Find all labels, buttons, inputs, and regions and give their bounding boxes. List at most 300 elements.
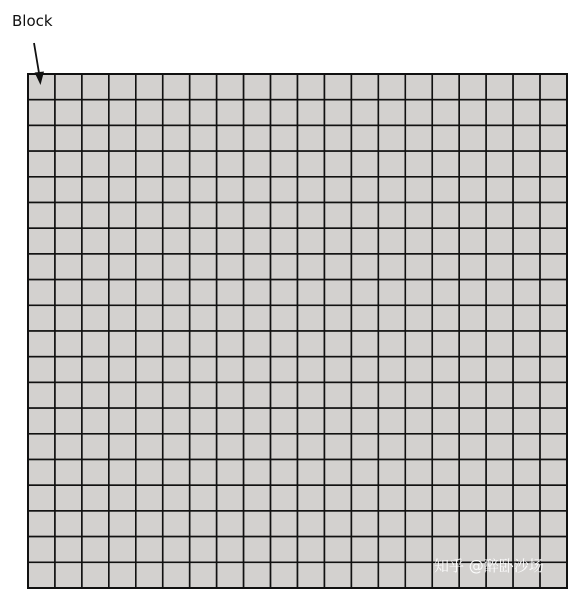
- grid-block: [432, 228, 459, 254]
- grid-block: [432, 125, 459, 151]
- grid-block: [28, 382, 55, 408]
- grid-block: [378, 177, 405, 203]
- grid-block: [298, 537, 325, 563]
- grid-block: [432, 305, 459, 331]
- grid-block: [136, 228, 163, 254]
- grid-block: [513, 331, 540, 357]
- grid-block: [271, 511, 298, 537]
- grid-block: [163, 177, 190, 203]
- grid-block: [298, 100, 325, 126]
- grid-block: [109, 151, 136, 177]
- grid-block: [271, 177, 298, 203]
- grid-block: [540, 485, 567, 511]
- grid-block: [82, 254, 109, 280]
- grid-block: [513, 125, 540, 151]
- grid-block: [55, 177, 82, 203]
- grid-block: [109, 382, 136, 408]
- grid-block: [540, 305, 567, 331]
- grid-block: [190, 485, 217, 511]
- grid-block: [351, 382, 378, 408]
- grid-block: [324, 151, 351, 177]
- grid-block: [405, 254, 432, 280]
- grid-block: [163, 562, 190, 588]
- grid-block: [540, 460, 567, 486]
- grid-block: [540, 203, 567, 229]
- grid-block: [136, 460, 163, 486]
- grid-block: [298, 331, 325, 357]
- grid-block: [82, 331, 109, 357]
- grid-block: [513, 357, 540, 383]
- grid-block: [136, 562, 163, 588]
- grid-block: [271, 254, 298, 280]
- grid-block: [378, 434, 405, 460]
- grid-block: [459, 254, 486, 280]
- grid-block: [351, 408, 378, 434]
- grid-block: [351, 511, 378, 537]
- grid-block: [351, 460, 378, 486]
- grid-block: [82, 460, 109, 486]
- grid-block: [324, 460, 351, 486]
- grid-block: [486, 125, 513, 151]
- grid-block: [28, 203, 55, 229]
- grid-block: [540, 408, 567, 434]
- grid-block: [217, 434, 244, 460]
- grid-block: [217, 254, 244, 280]
- grid-block: [217, 280, 244, 306]
- grid-block: [378, 203, 405, 229]
- grid-block: [405, 408, 432, 434]
- grid-block: [217, 511, 244, 537]
- grid-block: [82, 177, 109, 203]
- grid-block: [405, 151, 432, 177]
- grid-block: [324, 562, 351, 588]
- grid-block: [378, 151, 405, 177]
- grid-block: [136, 305, 163, 331]
- grid-block: [217, 408, 244, 434]
- grid-block: [540, 254, 567, 280]
- grid-block: [28, 460, 55, 486]
- grid-block: [82, 485, 109, 511]
- grid-block: [190, 177, 217, 203]
- grid-block: [513, 203, 540, 229]
- grid-block: [298, 74, 325, 100]
- grid-block: [190, 280, 217, 306]
- watermark-text: 知乎 @醉卧沙场: [434, 557, 544, 575]
- grid-block: [109, 254, 136, 280]
- grid-block: [298, 357, 325, 383]
- grid-block: [298, 382, 325, 408]
- grid-block: [324, 382, 351, 408]
- grid-block: [540, 100, 567, 126]
- grid-block: [486, 357, 513, 383]
- grid-block: [432, 460, 459, 486]
- grid-block: [540, 74, 567, 100]
- grid-block: [136, 125, 163, 151]
- grid-block: [271, 434, 298, 460]
- grid-block: [190, 151, 217, 177]
- grid-block: [486, 254, 513, 280]
- grid-block: [244, 357, 271, 383]
- grid-block: [163, 537, 190, 563]
- grid-block: [351, 331, 378, 357]
- grid-block: [432, 382, 459, 408]
- grid-block: [324, 485, 351, 511]
- grid-block: [298, 228, 325, 254]
- grid-block: [432, 177, 459, 203]
- grid-block: [540, 434, 567, 460]
- grid-block: [28, 280, 55, 306]
- grid-block: [378, 100, 405, 126]
- grid-block: [378, 511, 405, 537]
- grid-block: [378, 408, 405, 434]
- grid-block: [298, 434, 325, 460]
- grid-block: [82, 74, 109, 100]
- grid-block: [109, 305, 136, 331]
- grid-block: [378, 280, 405, 306]
- grid-block: [459, 408, 486, 434]
- grid-block: [271, 460, 298, 486]
- grid-block: [378, 460, 405, 486]
- grid-block: [55, 382, 82, 408]
- grid-block: [298, 460, 325, 486]
- grid-block: [190, 100, 217, 126]
- grid-block: [109, 177, 136, 203]
- grid-block: [378, 331, 405, 357]
- grid-block: [405, 74, 432, 100]
- grid-block: [324, 254, 351, 280]
- grid-block: [324, 434, 351, 460]
- grid-block: [190, 537, 217, 563]
- grid-block: [28, 485, 55, 511]
- grid-block: [136, 203, 163, 229]
- grid-block: [405, 100, 432, 126]
- grid-block: [271, 382, 298, 408]
- grid-block: [55, 485, 82, 511]
- grid-block: [486, 100, 513, 126]
- grid-block: [486, 151, 513, 177]
- grid-block: [109, 74, 136, 100]
- arrow-shaft: [34, 43, 40, 76]
- grid-block: [109, 408, 136, 434]
- grid-block: [55, 460, 82, 486]
- grid-block: [28, 151, 55, 177]
- grid-block: [351, 254, 378, 280]
- grid-block: [109, 331, 136, 357]
- grid-block: [217, 228, 244, 254]
- grid-block: [513, 460, 540, 486]
- grid-block: [28, 177, 55, 203]
- grid-block: [324, 357, 351, 383]
- grid-block: [540, 511, 567, 537]
- grid-block: [459, 228, 486, 254]
- grid-block: [324, 331, 351, 357]
- grid-block: [28, 511, 55, 537]
- grid-block: [55, 434, 82, 460]
- grid-block: [513, 382, 540, 408]
- grid-block: [136, 177, 163, 203]
- grid-block: [405, 537, 432, 563]
- grid-block: [136, 485, 163, 511]
- grid-block: [136, 408, 163, 434]
- grid-block: [244, 485, 271, 511]
- grid-block: [163, 408, 190, 434]
- grid-block: [163, 228, 190, 254]
- grid-block: [513, 280, 540, 306]
- grid-block: [378, 74, 405, 100]
- grid-block: [271, 100, 298, 126]
- grid-block: [55, 408, 82, 434]
- grid-block: [459, 382, 486, 408]
- grid-block: [190, 331, 217, 357]
- grid-block: [324, 125, 351, 151]
- grid-block: [190, 511, 217, 537]
- grid-block: [486, 382, 513, 408]
- grid-block: [28, 357, 55, 383]
- grid-block: [540, 280, 567, 306]
- grid-block: [82, 228, 109, 254]
- grid-block: [351, 228, 378, 254]
- grid-block: [298, 408, 325, 434]
- grid-block: [244, 382, 271, 408]
- grid-block: [28, 100, 55, 126]
- grid-block: [109, 228, 136, 254]
- grid-block: [432, 331, 459, 357]
- grid-block: [298, 305, 325, 331]
- grid-block: [513, 100, 540, 126]
- grid-block: [271, 331, 298, 357]
- grid-block: [486, 434, 513, 460]
- grid-block: [109, 280, 136, 306]
- grid-block: [82, 100, 109, 126]
- grid-block: [55, 151, 82, 177]
- grid-block: [55, 357, 82, 383]
- grid-block: [378, 562, 405, 588]
- grid-block: [486, 228, 513, 254]
- grid-block: [271, 562, 298, 588]
- grid-block: [163, 203, 190, 229]
- grid-block: [109, 125, 136, 151]
- grid-block: [298, 254, 325, 280]
- grid-block: [324, 228, 351, 254]
- grid-block: [28, 537, 55, 563]
- grid-block: [405, 382, 432, 408]
- grid-block: [163, 331, 190, 357]
- grid-block: [217, 305, 244, 331]
- grid: [28, 74, 567, 588]
- grid-block: [28, 125, 55, 151]
- grid-block: [217, 74, 244, 100]
- grid-block: [486, 485, 513, 511]
- grid-block: [513, 305, 540, 331]
- grid-block: [540, 537, 567, 563]
- grid-block: [55, 74, 82, 100]
- grid-block: [244, 228, 271, 254]
- grid-block: [378, 357, 405, 383]
- grid-block: [324, 408, 351, 434]
- grid-block: [109, 511, 136, 537]
- grid-block: [136, 331, 163, 357]
- grid-block: [459, 331, 486, 357]
- grid-block: [163, 511, 190, 537]
- grid-block: [271, 125, 298, 151]
- grid-block: [459, 280, 486, 306]
- grid-block: [432, 434, 459, 460]
- grid-block: [109, 460, 136, 486]
- grid-block: [190, 125, 217, 151]
- grid-block: [28, 434, 55, 460]
- grid-block: [28, 408, 55, 434]
- grid-block: [82, 434, 109, 460]
- grid-block: [82, 125, 109, 151]
- grid-block: [217, 151, 244, 177]
- grid-block: [55, 562, 82, 588]
- grid-block: [217, 100, 244, 126]
- grid-block: [163, 254, 190, 280]
- grid-block: [82, 408, 109, 434]
- grid-block: [432, 100, 459, 126]
- grid-block: [244, 562, 271, 588]
- grid-block: [540, 228, 567, 254]
- grid-block: [163, 305, 190, 331]
- grid-block: [459, 511, 486, 537]
- grid-block: [271, 280, 298, 306]
- grid-block: [109, 357, 136, 383]
- grid-block: [378, 305, 405, 331]
- grid-block: [324, 203, 351, 229]
- grid-block: [351, 125, 378, 151]
- grid-block: [271, 151, 298, 177]
- grid-block: [298, 280, 325, 306]
- grid-block: [136, 357, 163, 383]
- grid-block: [351, 280, 378, 306]
- grid-block: [459, 74, 486, 100]
- grid-block: [513, 228, 540, 254]
- grid-block: [109, 537, 136, 563]
- grid-block: [55, 537, 82, 563]
- grid-block: [459, 177, 486, 203]
- grid-block: [540, 177, 567, 203]
- grid-block: [432, 280, 459, 306]
- grid-block: [378, 125, 405, 151]
- grid-block: [136, 280, 163, 306]
- grid-block: [109, 485, 136, 511]
- grid-block: [190, 460, 217, 486]
- grid-block: [351, 485, 378, 511]
- grid-block: [163, 382, 190, 408]
- grid-block: [513, 511, 540, 537]
- grid-block: [378, 382, 405, 408]
- grid-block: [163, 460, 190, 486]
- grid-block: [486, 280, 513, 306]
- grid-block: [298, 203, 325, 229]
- grid-block: [163, 151, 190, 177]
- grid-block: [190, 562, 217, 588]
- grid-block: [28, 305, 55, 331]
- grid-block: [82, 280, 109, 306]
- grid-block: [432, 203, 459, 229]
- grid-block: [324, 511, 351, 537]
- grid-block: [486, 511, 513, 537]
- grid-block: [324, 280, 351, 306]
- grid-block: [28, 228, 55, 254]
- grid-block: [136, 74, 163, 100]
- grid-block: [217, 177, 244, 203]
- grid-block: [513, 485, 540, 511]
- grid-block: [136, 382, 163, 408]
- grid-block: [486, 203, 513, 229]
- grid-block: [136, 434, 163, 460]
- grid-block: [244, 460, 271, 486]
- block-label: Block: [12, 12, 53, 30]
- grid-block: [540, 331, 567, 357]
- grid-block: [55, 228, 82, 254]
- grid-block: [244, 434, 271, 460]
- grid-block: [244, 254, 271, 280]
- grid-block: [82, 357, 109, 383]
- grid-block: [82, 203, 109, 229]
- grid-block: [324, 537, 351, 563]
- grid-block: [163, 280, 190, 306]
- grid-block: [82, 151, 109, 177]
- grid-block: [486, 74, 513, 100]
- grid-block: [486, 331, 513, 357]
- grid-block: [244, 177, 271, 203]
- grid-block: [217, 331, 244, 357]
- grid-block: [271, 357, 298, 383]
- grid-block: [540, 382, 567, 408]
- grid-block: [244, 511, 271, 537]
- grid-block: [351, 562, 378, 588]
- grid-block: [405, 460, 432, 486]
- grid-block: [513, 434, 540, 460]
- grid-block: [271, 408, 298, 434]
- grid-block: [351, 203, 378, 229]
- grid-block: [244, 537, 271, 563]
- grid-block: [459, 434, 486, 460]
- grid-block: [217, 537, 244, 563]
- grid-block: [55, 305, 82, 331]
- grid-block: [136, 151, 163, 177]
- grid-block: [163, 74, 190, 100]
- grid-block: [459, 460, 486, 486]
- grid-block: [136, 511, 163, 537]
- grid-block: [82, 562, 109, 588]
- grid-block: [217, 125, 244, 151]
- grid-block: [82, 305, 109, 331]
- grid-block: [459, 125, 486, 151]
- grid-block: [271, 74, 298, 100]
- grid-block: [378, 537, 405, 563]
- grid-block: [28, 254, 55, 280]
- grid-block: [55, 203, 82, 229]
- grid-block: [540, 151, 567, 177]
- grid-block: [432, 151, 459, 177]
- grid-block: [190, 74, 217, 100]
- grid-block: [432, 511, 459, 537]
- grid-block: [486, 408, 513, 434]
- grid-block: [351, 100, 378, 126]
- grid-block: [55, 331, 82, 357]
- grid-block: [405, 177, 432, 203]
- grid-block: [513, 177, 540, 203]
- grid-block: [136, 537, 163, 563]
- grid-block: [55, 280, 82, 306]
- grid-block: [55, 511, 82, 537]
- grid-block: [28, 562, 55, 588]
- grid-block: [405, 280, 432, 306]
- grid-block: [190, 382, 217, 408]
- grid-block: [351, 434, 378, 460]
